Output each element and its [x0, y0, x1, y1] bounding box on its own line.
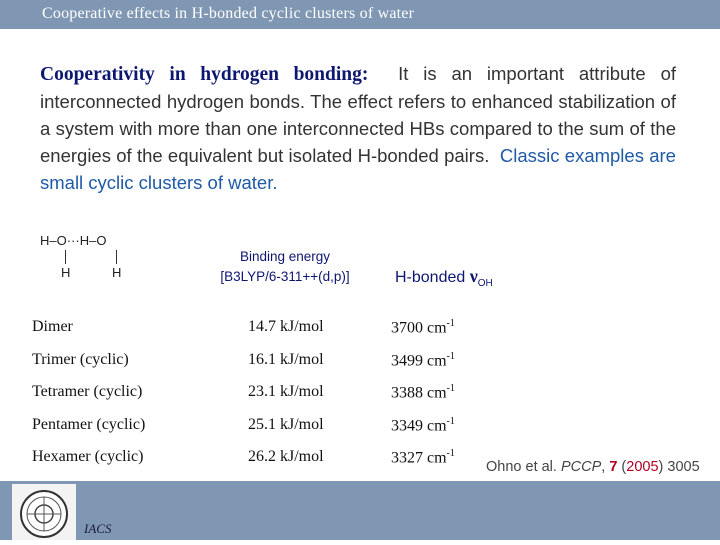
row-dimer-freq — [391, 318, 455, 337]
row-pentamer-energy: 25.1 kJ/mol — [248, 416, 324, 433]
citation-volume: 7 — [609, 459, 618, 475]
voh-subscript: OH — [477, 278, 493, 290]
row-trimer-energy: 16.1 kJ/mol — [248, 351, 324, 368]
column-header-hbonded-voh — [395, 266, 493, 289]
column-header-voh-label: H-bonded — [395, 269, 470, 286]
dimer-h-right: H — [112, 265, 122, 280]
column-header-binding-energy — [195, 247, 375, 287]
citation-page: 3005 — [667, 459, 700, 475]
citation-authors: Ohno et al. — [486, 459, 561, 475]
intro-lead: Cooperativity in hydrogen bonding: — [40, 64, 369, 85]
citation-year: 2005 — [626, 459, 659, 475]
water-dimer-diagram — [40, 230, 150, 290]
row-tetramer-freq — [391, 383, 455, 402]
dimer-formula: H–O···H–O — [40, 233, 107, 248]
citation-sep: , — [601, 459, 610, 475]
row-pentamer-freq-exp: -1 — [446, 416, 455, 427]
institute-logo-icon — [12, 484, 76, 540]
row-tetramer-energy: 23.1 kJ/mol — [248, 383, 324, 400]
bond-line-left — [65, 250, 66, 264]
row-dimer-freq-exp: -1 — [446, 318, 455, 329]
citation-year-open: ( — [617, 459, 627, 475]
intro-paragraph — [40, 60, 676, 196]
slide-title: Cooperative effects in H-bonded cyclic clusters of water — [42, 5, 415, 22]
row-dimer-name: Dimer — [32, 318, 73, 335]
row-pentamer-freq — [391, 416, 455, 435]
bond-line-right — [116, 250, 117, 264]
footer-org-label: IACS — [84, 521, 112, 536]
citation-year-close: ) — [658, 459, 668, 475]
citation — [486, 459, 700, 475]
citation-journal: PCCP — [560, 459, 602, 475]
row-hexamer-freq — [391, 448, 455, 467]
row-dimer-freq-value: 3700 cm — [391, 319, 447, 337]
dimer-h-left: H — [61, 265, 71, 280]
row-hexamer-freq-value: 3327 cm — [391, 449, 447, 467]
row-tetramer-name: Tetramer (cyclic) — [32, 383, 143, 400]
row-tetramer-freq-value: 3388 cm — [391, 384, 447, 402]
row-trimer-freq-value: 3499 cm — [391, 352, 447, 370]
row-trimer-freq-exp: -1 — [446, 351, 455, 362]
row-tetramer-freq-exp: -1 — [446, 383, 455, 394]
row-trimer-name: Trimer (cyclic) — [32, 351, 129, 368]
intro-body: It is an important attribute of interconnected hydrogen bonds. The effect refers to enhanced stabilization of a system with more than one interconnected HBs compared to the sum of the energies of the equivalent but isolated H-bonded pairs. — [40, 63, 677, 166]
row-pentamer-freq-value: 3349 cm — [391, 417, 447, 435]
row-hexamer-energy: 26.2 kJ/mol — [248, 448, 324, 465]
row-dimer-energy: 14.7 kJ/mol — [248, 318, 324, 335]
row-pentamer-name: Pentamer (cyclic) — [32, 416, 146, 433]
column-header-energy-line1: Binding energy — [239, 249, 331, 264]
column-header-energy-line2: [B3LYP/6-311++(d,p)] — [220, 269, 350, 284]
intro-highlight: Classic examples are small cyclic clusters of water. — [40, 145, 676, 193]
row-hexamer-freq-exp: -1 — [446, 448, 455, 459]
row-trimer-freq — [391, 351, 455, 370]
nu-symbol: ν — [469, 266, 478, 286]
row-hexamer-name: Hexamer (cyclic) — [32, 448, 144, 465]
